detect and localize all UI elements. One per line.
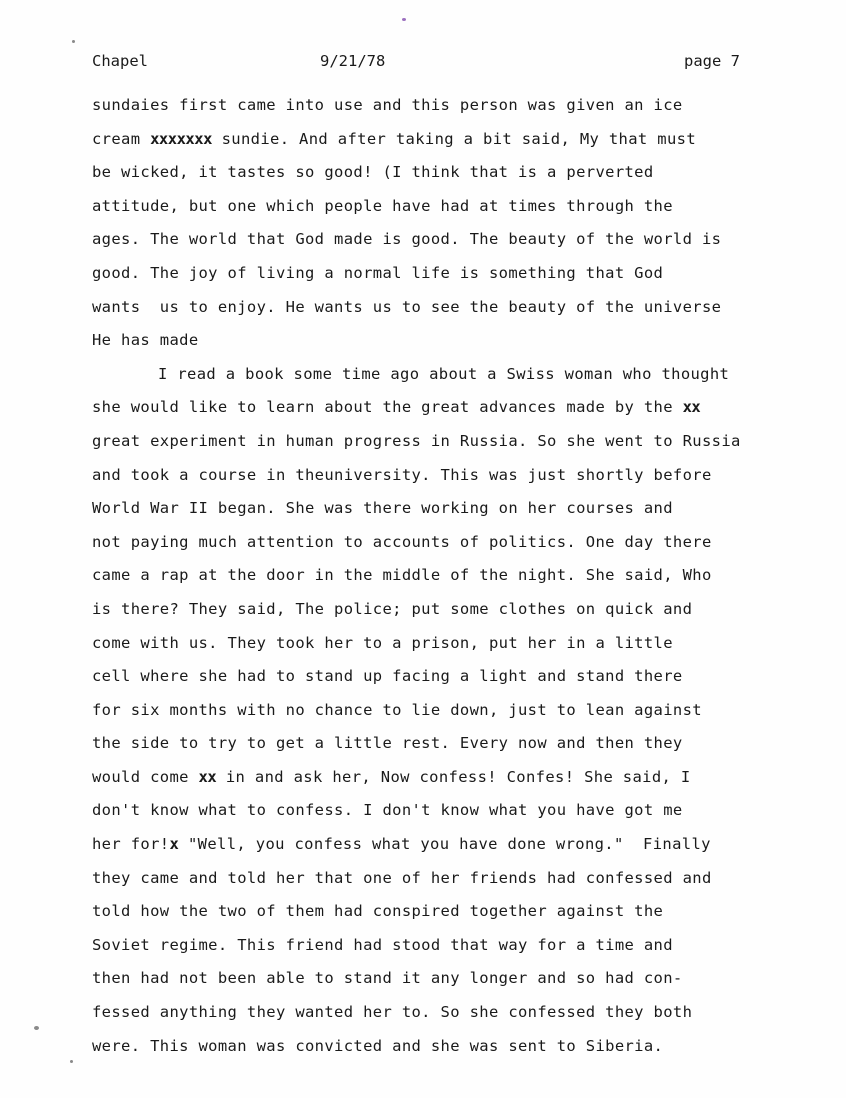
header-date: 9/21/78 [320, 52, 386, 70]
text-line: were. This woman was convicted and she was sent to Siberia. [92, 1036, 664, 1055]
paper-speck [72, 40, 75, 43]
text-line: came a rap at the door in the middle of the night. She said, Who [92, 566, 712, 585]
text-line: be wicked, it tastes so good! (I think that is a perverted [92, 163, 654, 182]
text-line: come with us. They took her to a prison, put her in a little [92, 633, 673, 652]
text-line: cell where she had to stand up facing a light and stand there [92, 667, 683, 686]
text-line [92, 394, 792, 428]
text-segment: she would like to learn about the great advances made by the [92, 398, 683, 417]
text-line: World War II began. She was there working on her courses and [92, 499, 673, 518]
paper-speck [70, 1060, 73, 1063]
text-line: sundaies first came into use and this person was given an ice [92, 96, 683, 114]
text-line: Soviet regime. This friend had stood that way for a time and [92, 935, 673, 954]
body-text [92, 92, 792, 1066]
struck-out-text: xxxxxxx [150, 129, 212, 148]
text-line: good. The joy of living a normal life is something that God [92, 263, 664, 282]
text-line: for six months with no chance to lie down, just to lean against [92, 700, 702, 719]
text-line [92, 126, 792, 160]
text-segment: "Well, you confess what you have done wrong." Finally [178, 835, 711, 854]
text-line: not paying much attention to accounts of politics. One day there [92, 532, 712, 551]
paper-speck [34, 1026, 39, 1030]
header-page-number: page 7 [684, 52, 740, 70]
text-line: fessed anything they wanted her to. So she confessed they both [92, 1003, 693, 1022]
text-line: they came and told her that one of her friends had confessed and [92, 868, 712, 887]
text-segment: sundie. And after taking a bit said, My that must [211, 129, 697, 148]
text-line: is there? They said, The police; put some clothes on quick and [92, 599, 693, 618]
text-line: told how the two of them had conspired together against the [92, 902, 664, 921]
text-line: attitude, but one which people have had at times through the [92, 196, 673, 215]
struck-out-text: xx [198, 767, 217, 786]
text-line: He has made [92, 331, 199, 350]
text-segment: would come [92, 767, 199, 786]
struck-out-text: xx [682, 398, 701, 417]
struck-out-text: x [169, 835, 179, 854]
text-line: and took a course in theuniversity. This was just shortly before [92, 465, 712, 484]
text-line: then had not been able to stand it any longer and so had con- [92, 969, 683, 988]
text-line-paragraph-start: I read a book some time ago about a Swiss woman who thought [158, 364, 730, 383]
text-line: great experiment in human progress in Russia. So she went to Russia [92, 431, 741, 450]
page-header [92, 52, 752, 76]
text-segment: in and ask her, Now confess! Confes! She said, I [216, 767, 691, 786]
text-line: ages. The world that God made is good. The beauty of the world is [92, 230, 722, 249]
text-line [92, 831, 792, 865]
paper-speck [402, 18, 406, 21]
text-line [92, 764, 792, 798]
text-segment: cream [92, 129, 151, 148]
text-line: the side to try to get a little rest. Every now and then they [92, 734, 683, 753]
text-line: wants us to enjoy. He wants us to see the beauty of the universe [92, 297, 722, 316]
text-segment: her for! [92, 835, 170, 854]
header-title: Chapel [92, 52, 148, 70]
text-line: don't know what to confess. I don't know what you have got me [92, 801, 683, 820]
